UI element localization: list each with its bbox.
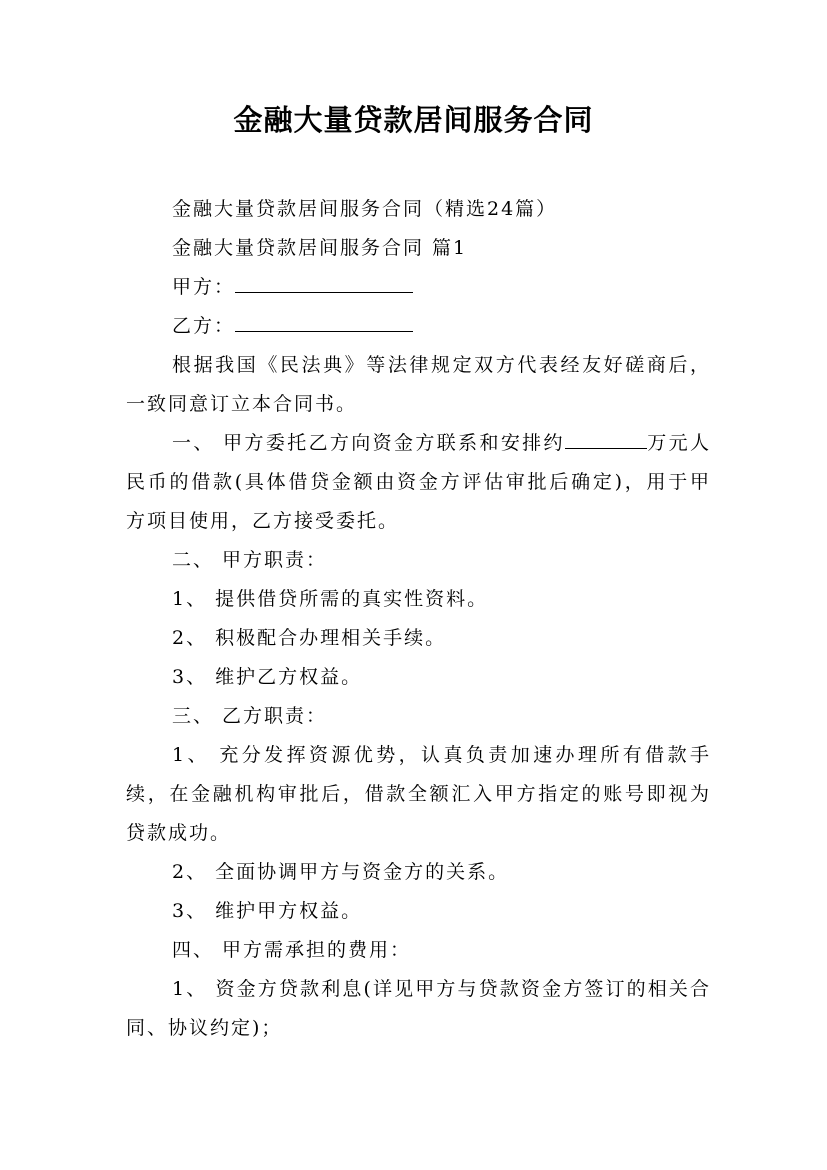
party-b-blank xyxy=(235,309,413,332)
party-a-label: 甲方： xyxy=(172,276,236,298)
clause-1-text-before: 一、 甲方委托乙方向资金方联系和安排约 xyxy=(172,432,565,454)
amount-blank xyxy=(565,426,647,449)
clause-2-item: 1、 提供借贷所需的真实性资料。 xyxy=(172,588,489,610)
party-b-line xyxy=(126,307,711,346)
clause-2-item: 2、 积极配合办理相关手续。 xyxy=(172,627,447,649)
document-subtitle: 金融大量贷款居间服务合同（精选24篇） xyxy=(172,198,558,220)
clause-3-heading: 三、 乙方职责： xyxy=(172,705,328,727)
clause-4-item: 1、 资金方贷款利息(详见甲方与贷款资金方签订的相关合同、协议约定)； xyxy=(126,978,711,1039)
clause-2-item: 3、 维护乙方权益。 xyxy=(172,666,363,688)
party-b-label: 乙方： xyxy=(172,315,236,337)
clause-1 xyxy=(126,424,711,541)
party-a-line xyxy=(126,268,711,307)
document-body xyxy=(126,190,711,1048)
clause-4-heading: 四、 甲方需承担的费用： xyxy=(172,939,412,961)
clause-3-item: 1、 充分发挥资源优势，认真负责加速办理所有借款手续，在金融机构审批后，借款全额汇入甲方指定的账号即视为贷款成功。 xyxy=(126,744,711,844)
party-a-blank xyxy=(235,270,413,293)
intro-paragraph: 根据我国《民法典》等法律规定双方代表经友好磋商后，一致同意订立本合同书。 xyxy=(126,354,711,415)
clause-3-item: 3、 维护甲方权益。 xyxy=(172,900,363,922)
document-title: 金融大量贷款居间服务合同 xyxy=(233,103,594,137)
clause-3-item: 2、 全面协调甲方与资金方的关系。 xyxy=(172,861,510,883)
clause-1-text-after: 万元人民币的借款(具体借贷金额由资金方评估审批后确定)，用于甲方项目使用，乙方接受委托。 xyxy=(126,432,711,532)
section-heading: 金融大量贷款居间服务合同 篇1 xyxy=(172,237,468,259)
clause-2-heading: 二、 甲方职责： xyxy=(172,549,328,571)
